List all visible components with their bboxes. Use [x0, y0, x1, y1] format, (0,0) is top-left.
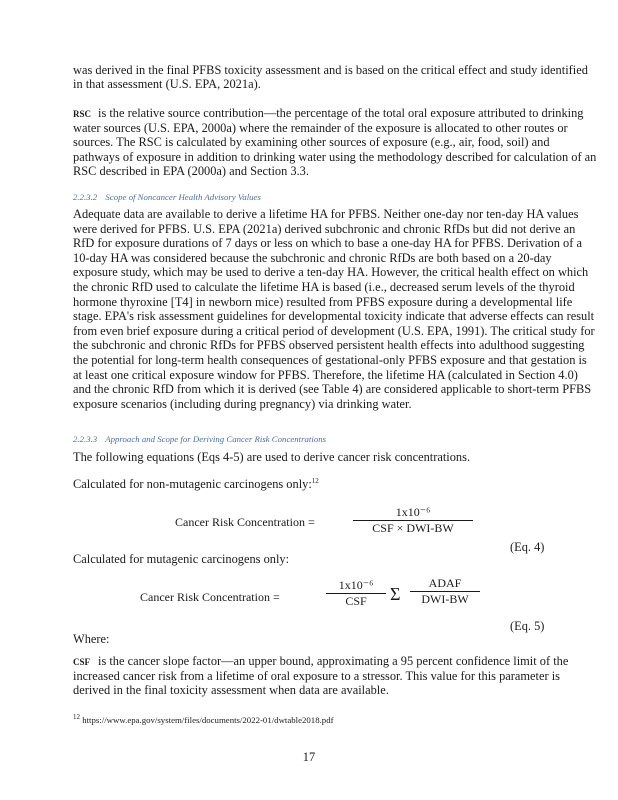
rsc-abbr: RSC: [73, 109, 92, 119]
csf-text: is the cancer slope factor—an upper bound, approximating a 95 percent confidence limit of the increased cancer risk from a lifetime of oral exposure to a stressor. This value for this parameter is derived in the final toxicity assessment when data are available.: [73, 654, 569, 698]
footnote-link[interactable]: https://www.epa.gov/system/files/documents/2022-01/dwtable2018.pdf: [82, 714, 334, 725]
eq5-dwi-bw: DWI-BW: [410, 591, 480, 607]
equation-4: [175, 505, 535, 541]
eq5-sum: Σ: [390, 584, 401, 604]
eq4-fraction: [353, 505, 473, 536]
eq5-numerator: 1x10⁻⁶: [338, 578, 374, 592]
paragraph-rfd-derivation: was derived in the final PFBS toxicity assessment and is based on the critical effect and study identified in that assessment (U.S. EPA, 2021a).: [73, 63, 588, 92]
rsc-text: is the relative source contribution—the percentage of the total oral exposure attributed to drinking water sources (U.S. EPA, 2000a) where the remainder of the exposure is allocated to other routes or sources. The RSC is calculated by examining other sources of exposure (e.g., air, food, soil) and pathways of exposure in addition to drinking water using the methodology described for calculation of an RSC described in EPA (2000a) and Section 3.3.: [73, 106, 597, 178]
where-label: Where:: [73, 632, 110, 646]
eq5-inner-fraction: [410, 576, 480, 607]
eq5-label: Calculated for mutagenic carcinogens only:: [73, 552, 290, 566]
footnote-ref: 12: [311, 477, 319, 485]
definition-rsc: [73, 106, 598, 178]
section-title: Approach and Scope for Deriving Cancer Risk Concentrations: [105, 434, 327, 444]
section-heading-2232: [73, 192, 267, 202]
section-number: 2.2.3.2: [73, 192, 98, 202]
eq4-lhs: Cancer Risk Concentration =: [175, 515, 315, 529]
eq4-label: [73, 474, 598, 491]
eq5-denominator: CSF: [326, 593, 386, 609]
eq4-label-text: Calculated for non-mutagenic carcinogens only:: [73, 477, 312, 492]
footnote-marker: 12: [73, 713, 80, 721]
eq4-numerator: 1x10⁻⁶: [395, 505, 431, 519]
csf-abbr: CSF: [73, 657, 91, 667]
eq5-adaf: ADAF: [428, 576, 462, 590]
section-heading-2233: [73, 434, 332, 444]
footnote: [73, 713, 334, 725]
eq5-number: (Eq. 5): [510, 619, 545, 633]
section-number: 2.2.3.3: [73, 434, 98, 444]
equation-5: [140, 576, 540, 616]
eq5-lhs: Cancer Risk Concentration =: [140, 590, 280, 604]
definition-csf: [73, 654, 598, 698]
paragraph-noncancer-scope: Adequate data are available to derive a lifetime HA for PFBS. Neither one-day nor ten-day HA values were derived for PFBS. U.S. EPA (2021a) derived subchronic and chronic RfDs but did not derive an RfD for exposure durations of 7 days or less on which to base a one-day HA for PFBS. Derivation of a 10-day HA was considered because the subchronic and chronic RfDs are both based on a 20-day exposure study, which may be used to derive a ten-day HA. However, the critical health effect on which the chronic RfD used to calculate the lifetime HA is based (i.e., decreased serum levels of the thyroid hormone thyroxine [T4] in newborn mice) resulted from PFBS exposure during a developmental life stage. EPA's risk assessment guidelines for developmental toxicity indicate that adverse effects can result from even brief exposure during a critical period of development (U.S. EPA, 1991). The critical study for the subchronic and chronic RfDs for PFBS observed persistent health effects into adulthood suggesting the potential for long-term health consequences of gestational-only PFBS exposure and that gestation is at least one critical exposure window for PFBS. Therefore, the lifetime HA (calculated in Section 4.0) and the chronic RfD from which it is derived (see Table 4) are considered applicable to short-term PFBS exposure scenarios (including during pregnancy) via drinking water.: [73, 207, 595, 411]
section-title: Scope of Noncancer Health Advisory Values: [105, 192, 261, 202]
eq4-number: (Eq. 4): [510, 540, 545, 554]
eq4-denominator: CSF × DWI-BW: [353, 520, 473, 536]
paragraph-equations-intro: The following equations (Eqs 4-5) are used to derive cancer risk concentrations.: [73, 450, 471, 464]
eq5-main-fraction: [326, 578, 386, 609]
page-number: 17: [302, 750, 316, 764]
